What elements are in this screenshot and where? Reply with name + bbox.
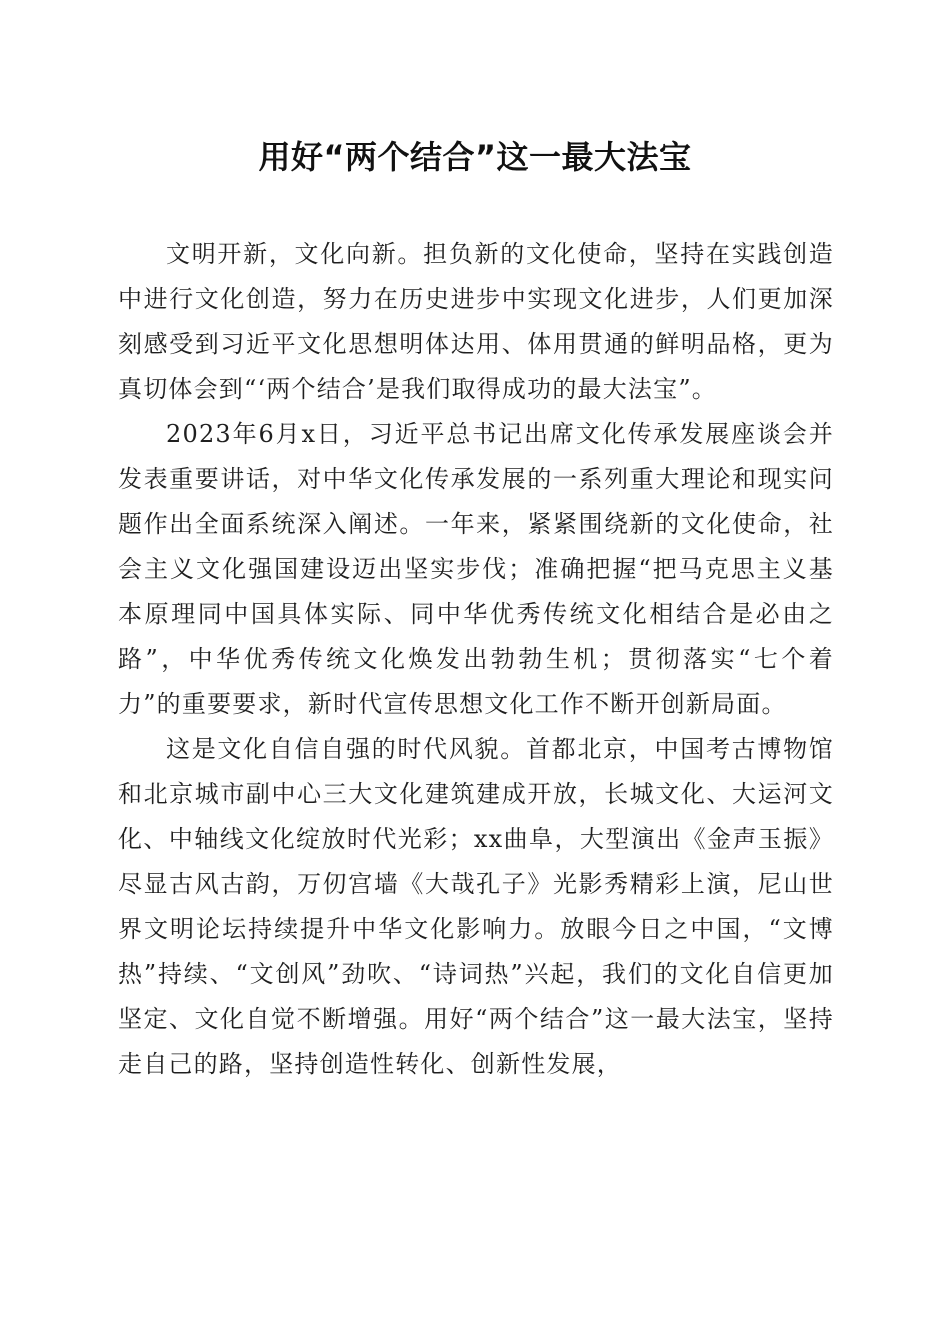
paragraph-2: 2023年6月x日，习近平总书记出席文化传承发展座谈会并发表重要讲话，对中华文化传承发展的一系列重大理论和现实问题作出全面系统深入阐述。一年来，紧紧围绕新的文化使命，社会主义文化强国建设迈出坚实步伐；准确把握“把马克思主义基本原理同中国具体实际、同中华优秀传统文化相结合是必由之路”，中华优秀传统文化焕发出勃勃生机；贯彻落实“七个着力”的重要要求，新时代宣传思想文化工作不断开创新局面。 — [118, 420, 834, 718]
document-title: 用好“两个结合”这一最大法宝 — [258, 138, 692, 176]
document-body — [118, 232, 834, 1087]
paragraph-1: 文明开新，文化向新。担负新的文化使命，坚持在实践创造中进行文化创造，努力在历史进步中实现文化进步，人们更加深刻感受到习近平文化思想明体达用、体用贯通的鲜明品格，更为真切体会到“‘两个结合’是我们取得成功的最大法宝”。 — [118, 240, 834, 403]
paragraph-3: 这是文化自信自强的时代风貌。首都北京，中国考古博物馆和北京城市副中心三大文化建筑建成开放，长城文化、大运河文化、中轴线文化绽放时代光彩；xx曲阜，大型演出《金声玉振》尽显古风古韵，万仞宫墙《大哉孔子》光影秀精彩上演，尼山世界文明论坛持续提升中华文化影响力。放眼今日之中国，“文博热”持续、“文创风”劲吹、“诗词热”兴起，我们的文化自信更加坚定、文化自觉不断增强。用好“两个结合”这一最大法宝，坚持走自己的路，坚持创造性转化、创新性发展， — [118, 735, 834, 1078]
